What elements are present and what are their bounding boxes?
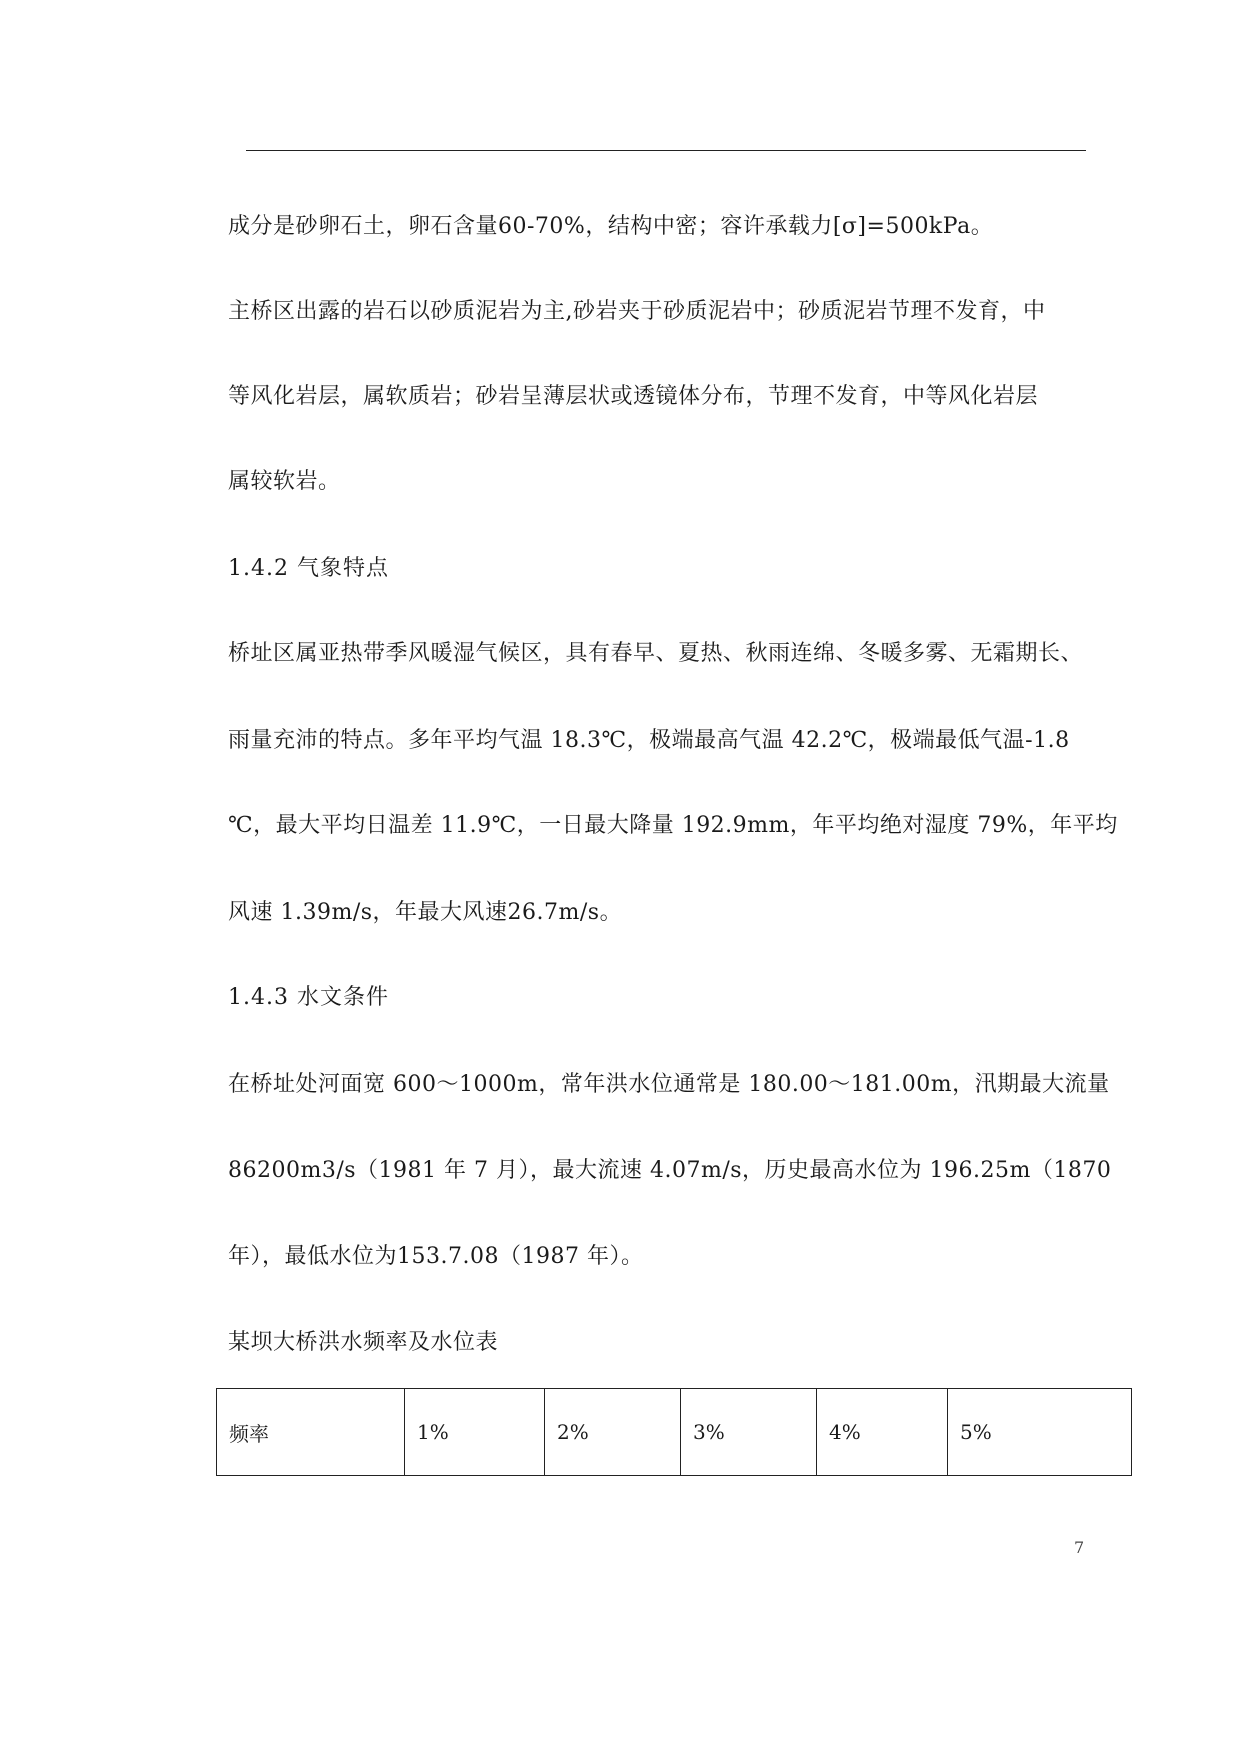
section-heading-1-4-2: 1.4.2 气象特点	[228, 556, 389, 581]
table-cell: 2%	[545, 1389, 681, 1476]
page-number: 7	[1074, 1538, 1085, 1557]
table-cell-header: 频率	[217, 1389, 405, 1476]
paragraph-line: ℃，最大平均日温差 11.9℃，一日最大降量 192.9mm，年平均绝对湿度 79%，年平均	[228, 813, 1118, 838]
paragraph-line: 在桥址处河面宽 600～1000m，常年洪水位通常是 180.00～181.00m，汛期最大流量	[228, 1072, 1110, 1097]
paragraph-line: 属较软岩。	[228, 469, 341, 494]
table-cell: 1%	[405, 1389, 545, 1476]
table-cell: 5%	[948, 1389, 1132, 1476]
paragraph-line: 86200m3/s（1981 年 7 月），最大流速 4.07m/s，历史最高水位为 196.25m（1870	[228, 1158, 1112, 1183]
table-row	[217, 1389, 1132, 1476]
paragraph-line: 主桥区出露的岩石以砂质泥岩为主,砂岩夹于砂质泥岩中；砂质泥岩节理不发育，中	[228, 299, 1046, 324]
paragraph-line: 等风化岩层，属软质岩；砂岩呈薄层状或透镜体分布，节理不发育，中等风化岩层	[228, 384, 1039, 409]
section-heading-1-4-3: 1.4.3 水文条件	[228, 985, 389, 1010]
table-cell: 3%	[681, 1389, 817, 1476]
table-caption: 某坝大桥洪水频率及水位表	[228, 1330, 499, 1355]
table-cell: 4%	[817, 1389, 948, 1476]
paragraph-line: 风速 1.39m/s，年最大风速26.7m/s。	[228, 900, 623, 925]
paragraph-line: 年），最低水位为153.7.08（1987 年）。	[228, 1244, 644, 1269]
paragraph-line: 桥址区属亚热带季风暖湿气候区，具有春早、夏热、秋雨连绵、冬暖多雾、无霜期长、	[228, 641, 1084, 666]
paragraph-line: 雨量充沛的特点。多年平均气温 18.3℃，极端最高气温 42.2℃，极端最低气温-1.8	[228, 728, 1070, 753]
paragraph-line: 成分是砂卵石土，卵石含量60-70%，结构中密；容许承载力[σ]=500kPa。	[228, 214, 994, 239]
flood-frequency-table	[216, 1388, 1132, 1476]
header-rule	[246, 150, 1086, 151]
